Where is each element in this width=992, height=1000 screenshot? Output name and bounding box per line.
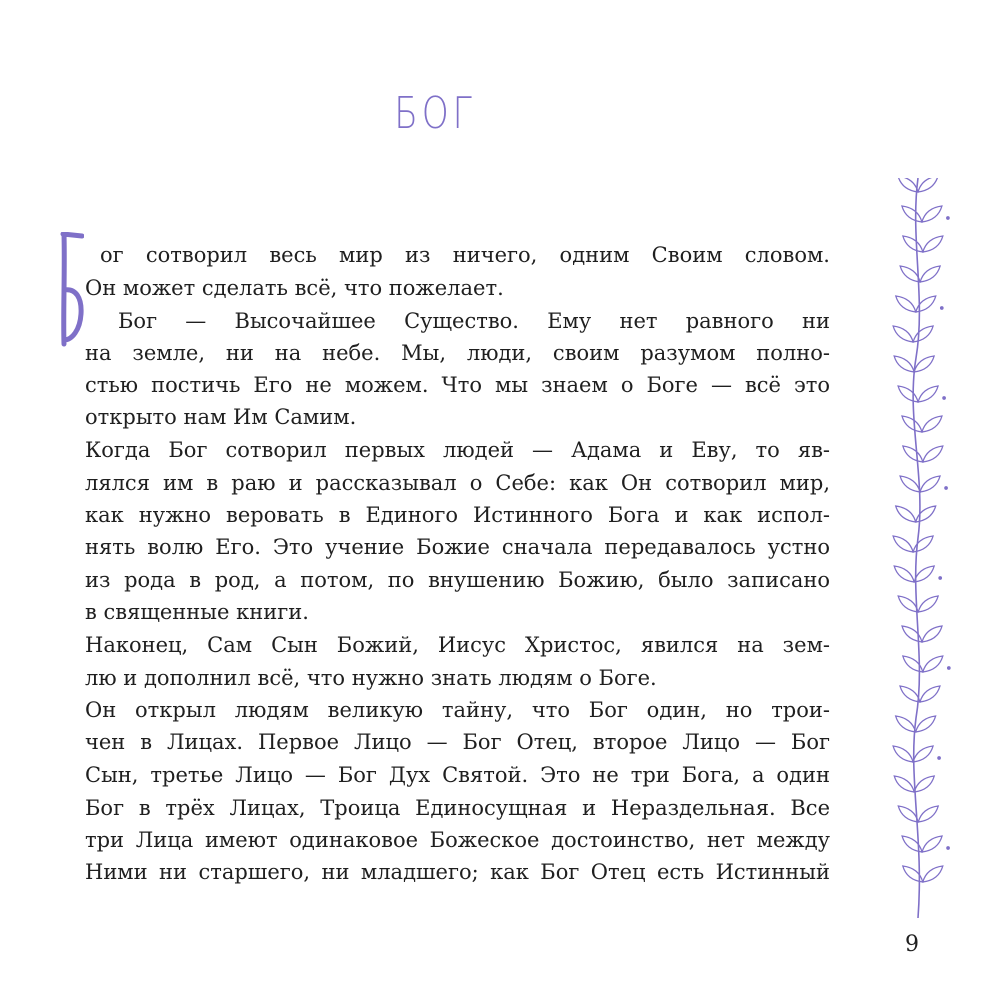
leaf-icon (914, 356, 934, 372)
leaf-icon (903, 446, 923, 462)
text-line: лю и дополнил всё, что нужно знать людям о Боге. (85, 666, 657, 690)
leaf-icon (918, 596, 938, 612)
leaf-icon (922, 206, 942, 222)
leaf-icon (896, 296, 916, 312)
text-line: Бог в трёх Лицах, Троица Единосущная и Нераздельная. Все (85, 796, 830, 820)
text-line: Сын, третье Лицо — Бог Дух Святой. Это не три Бога, а один (85, 763, 830, 787)
leaf-icon (894, 566, 914, 582)
vine-dot-icon (948, 667, 950, 669)
text-line: лялся им в раю и рассказывал о Себе: как Он сотворил мир, (85, 471, 830, 495)
text-line: как нужно веровать в Единого Истинного Бога и как испол- (85, 503, 830, 527)
leaf-icon (898, 386, 918, 402)
leaf-icon (920, 476, 940, 492)
leaf-icon (923, 446, 943, 462)
vine-ornament-icon (880, 178, 960, 938)
leaf-icon (896, 716, 916, 732)
leaf-icon (898, 806, 918, 822)
page-title: БОГ (394, 88, 476, 139)
leaf-icon (918, 806, 938, 822)
text-line: открыто нам Им Самим. (85, 405, 357, 429)
text-line: Бог — Высочайшее Существо. Ему нет равного ни (118, 309, 830, 333)
vine-dot-icon (945, 487, 947, 489)
text-line: Он может сделать всё, что пожелает. (85, 276, 504, 300)
leaf-icon (918, 386, 938, 402)
leaf-icon (893, 746, 913, 762)
vine-dot-icon (947, 847, 949, 849)
text-line: стью постичь Его не можем. Что мы знаем о Боге — всё это (85, 373, 830, 397)
leaf-icon (893, 326, 913, 342)
text-line: Ними ни старшего, ни младшего; как Бог Отец есть Истинный (85, 860, 830, 884)
drop-cap-letter (60, 232, 84, 348)
text-line: ог сотворил весь мир из ничего, одним Своим словом. (100, 243, 830, 267)
drop-cap-label: Б (60, 244, 61, 245)
text-line: в священные книги. (85, 600, 309, 624)
leaf-icon (903, 236, 923, 252)
leaf-icon (916, 716, 936, 732)
vine-dot-icon (941, 307, 943, 309)
text-line: Наконец, Сам Сын Божий, Иисус Христос, явился на зем- (85, 633, 830, 657)
leaf-icon (923, 236, 943, 252)
vine-dot-icon (943, 397, 945, 399)
text-line: из рода в род, а потом, по внушению Божию, было записано (85, 568, 830, 592)
leaf-icon (902, 206, 922, 222)
leaf-icon (922, 626, 942, 642)
leaf-icon (923, 656, 943, 672)
vine-dot-icon (947, 217, 949, 219)
leaf-icon (902, 416, 922, 432)
leaf-icon (918, 178, 938, 192)
vine-dot-icon (938, 757, 940, 759)
leaf-icon (914, 566, 934, 582)
text-line: три Лица имеют одинаковое Божеское достоинство, нет между (85, 828, 830, 852)
text-line: чен в Лицах. Первое Лицо — Бог Отец, второе Лицо — Бог (85, 730, 830, 754)
vine-dot-icon (939, 577, 941, 579)
leaf-icon (922, 416, 942, 432)
text-line: на земле, ни на небе. Мы, люди, своим разумом полно- (85, 341, 830, 365)
leaf-icon (916, 506, 936, 522)
text-line: Когда Бог сотворил первых людей — Адама и Еву, то яв- (85, 438, 830, 462)
leaf-icon (900, 476, 920, 492)
leaf-icon (893, 536, 913, 552)
leaf-icon (894, 356, 914, 372)
leaf-icon (898, 596, 918, 612)
leaf-icon (914, 776, 934, 792)
leaf-icon (894, 776, 914, 792)
leaf-icon (898, 178, 918, 192)
leaf-icon (913, 326, 933, 342)
page-number: 9 (905, 932, 919, 957)
leaf-icon (920, 686, 940, 702)
leaf-icon (913, 746, 933, 762)
leaf-icon (923, 866, 943, 882)
leaf-icon (922, 836, 942, 852)
leaf-icon (896, 506, 916, 522)
leaf-icon (920, 266, 940, 282)
leaf-icon (900, 686, 920, 702)
text-line: Он открыл людям великую тайну, что Бог один, но трои- (85, 698, 830, 722)
text-line: нять волю Его. Это учение Божие сначала передавалось устно (85, 535, 830, 559)
